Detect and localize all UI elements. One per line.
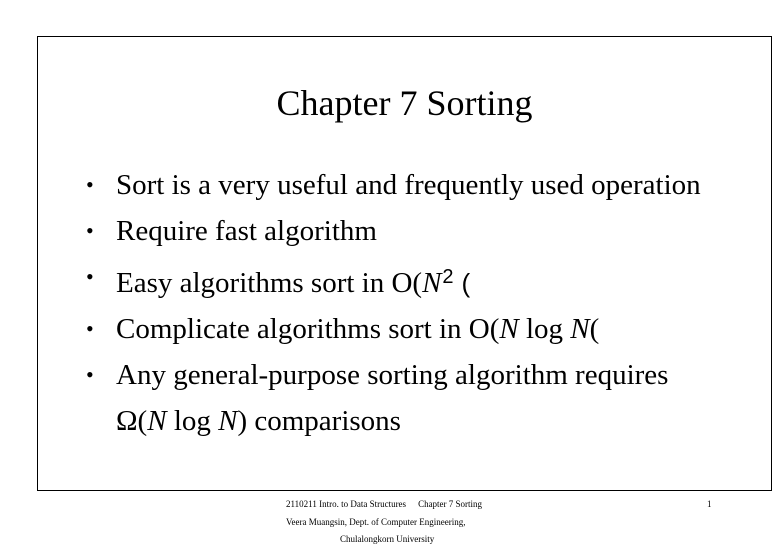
bullet-text-mid: log [166,405,219,437]
bullet-text-tail: ) comparisons [237,405,401,437]
bullet-icon: • [86,316,94,341]
bullet-text: Any general-purpose sorting algorithm requires [116,359,669,391]
bullet-item [86,208,776,254]
footer-university: Chulalongkorn University [340,534,435,544]
math-variable: N [499,313,519,345]
footer-chapter: Chapter 7 Sorting [418,499,483,509]
bullet-icon: • [86,362,94,387]
footer-author: Veera Muangsin, Dept. of Computer Engineering, [286,517,466,527]
math-variable: N [422,267,442,299]
bullet-icon: • [86,264,94,289]
bullet-text-tail: ( [461,268,471,298]
superscript: 2 [442,266,454,288]
slide-title: Chapter 7 Sorting [276,83,533,123]
math-variable: N [218,405,238,437]
bullet-item [86,352,776,444]
math-variable: N [570,313,590,345]
bullet-text: Require fast algorithm [116,215,377,247]
bullet-text: Complicate algorithms sort in O( [116,313,500,345]
bullet-item [86,162,776,208]
footer-course: 2110211 Intro. to Data Structures [286,499,407,509]
bullet-item [86,254,776,306]
bullet-continuation [116,398,776,444]
bullet-icon: • [86,172,94,197]
bullet-text: Sort is a very useful and frequently used operation [116,169,701,201]
bullet-text-tail: ( [589,313,600,345]
math-variable: N [147,405,167,437]
bullet-item [86,306,776,352]
slide-frame [37,36,772,491]
bullet-text: Easy algorithms sort in O( [116,267,423,299]
omega-symbol: Ω( [116,405,148,437]
bullet-icon: • [86,218,94,243]
bullet-list [86,162,776,444]
bullet-text-mid: log [518,313,571,345]
page-number: 1 [707,499,712,509]
footer-course-chapter [286,499,482,509]
